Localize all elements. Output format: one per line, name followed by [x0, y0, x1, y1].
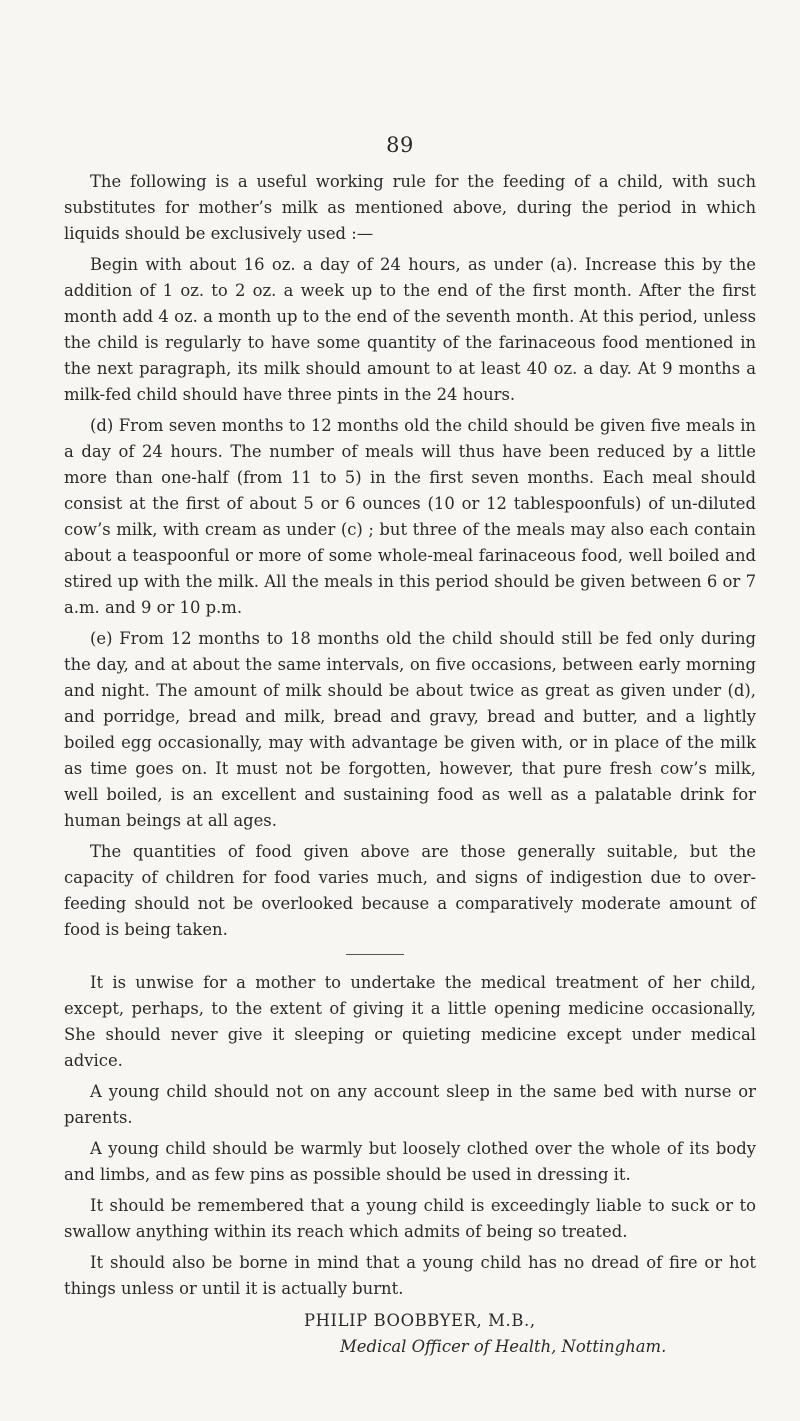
signature-block — [64, 1308, 756, 1360]
signature-name: PHILIP BOOBBYER, M.B., — [304, 1311, 536, 1330]
paragraph-e-twelve-to-eighteen-months: (e) From 12 months to 18 months old the child should still be fed only during the day, and at about the same intervals, on five occasions, between early morning and night. The amount of milk should be about twice as great as given under (d), and porridge, bread and milk, bread and gravy, bread and butter, and a lightly boiled egg occasionally, may with advantage be given with, or in place of the milk as time goes on. It must not be forgotten, however, that pure fresh cow’s milk, well boiled, is an excellent and sustaining food as well as a palatable drink for human beings at all ages. — [64, 629, 756, 830]
paragraph-feeding-rule: The following is a useful working rule for the feeding of a child, with such substitutes for mother’s milk as mentioned above, during the period in which liquids should be exclusively used :— — [64, 172, 756, 243]
divider-line — [346, 954, 404, 955]
paragraph-quantities-note: The quantities of food given above are those generally suitable, but the capacity of children for food varies much, and signs of indigestion due to over-feeding should not be overlooked because a comparatively moderate amount of food is being taken. — [64, 842, 756, 939]
paragraph-sleeping: A young child should not on any account sleep in the same bed with nurse or parents. — [64, 1082, 756, 1127]
signature-title: Medical Officer of Health, Nottingham. — [340, 1337, 667, 1356]
paragraph-swallowing: It should be remembered that a young child is exceedingly liable to suck or to swallow anything within its reach which admits of being so treated. — [64, 1196, 756, 1241]
body-text — [64, 169, 756, 1360]
paragraph-medical-treatment: It is unwise for a mother to undertake the medical treatment of her child, except, perhaps, to the extent of giving it a little opening medicine occasionally, She should never give it sleeping or quieting medicine except under medical advice. — [64, 973, 756, 1070]
paragraph-clothing: A young child should be warmly but loosely clothed over the whole of its body and limbs, and as few pins as possible should be used in dressing it. — [64, 1139, 756, 1184]
section-divider — [64, 948, 756, 970]
paragraph-d-seven-to-twelve-months: (d) From seven months to 12 months old the child should be given five meals in a day of 24 hours. The number of meals will thus have been reduced by a little more than one-half (from 11 to 5) in the first seven months. Each meal should consist at the first of about 5 or 6 ounces (10 or 12 tablespoonfuls) of un-diluted cow’s milk, with cream as under (c) ; but three of the meals may also each contain about a teaspoonful or more of some whole-meal farinaceous food, well boiled and stired up with the milk. All the meals in this period should be given between 6 or 7 a.m. and 9 or 10 p.m. — [64, 416, 756, 617]
paragraph-begin-quantities: Begin with about 16 oz. a day of 24 hours, as under (a). Increase this by the addition of 1 oz. to 2 oz. a week up to the end of the first month. After the first month add 4 oz. a month up to the end of the seventh month. At this period, unless the child is regularly to have some quantity of the farinaceous food mentioned in the next paragraph, its milk should amount to at least 40 oz. a day. At 9 months a milk-fed child should have three pints in the 24 hours. — [64, 255, 756, 404]
paragraph-fire: It should also be borne in mind that a young child has no dread of fire or hot things unless or until it is actually burnt. — [64, 1253, 756, 1298]
page-number: 89 — [386, 133, 414, 157]
